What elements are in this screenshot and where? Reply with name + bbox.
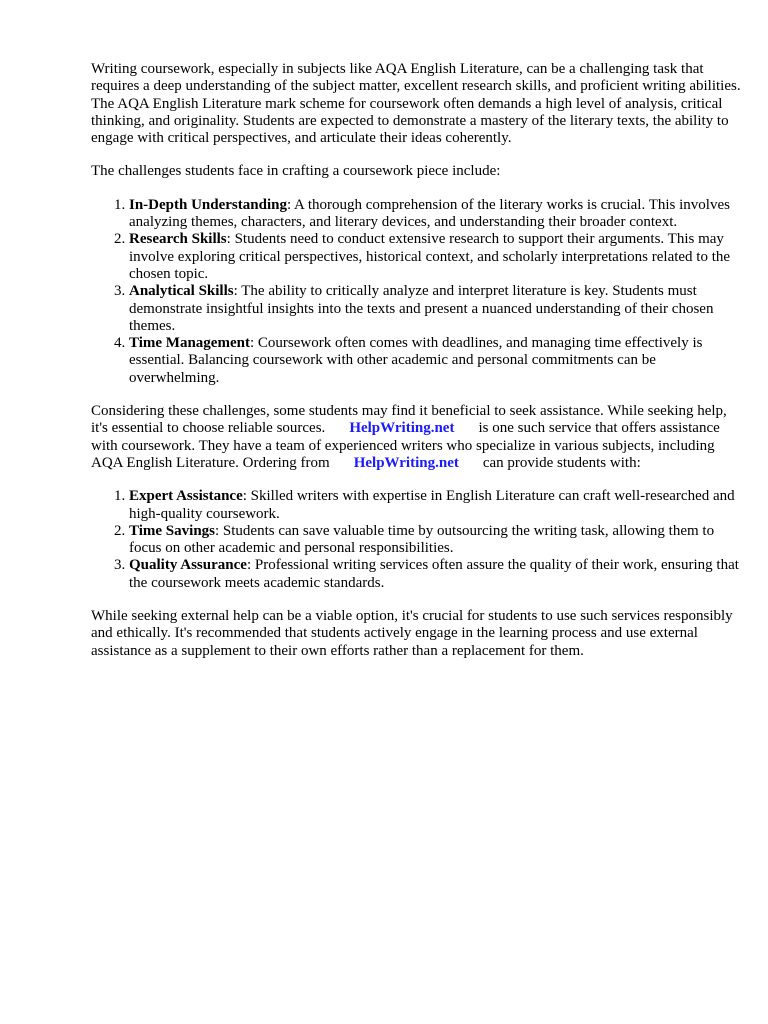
list-item [129, 523, 746, 558]
list-item [129, 283, 746, 335]
benefits-list [91, 488, 746, 592]
item-title: Quality Assurance [129, 557, 247, 574]
assist-text-3: can provide students with: [482, 454, 641, 471]
item-text: : Professional writing services often assure the quality of their work, ensuring that the coursework meets academic standards. [129, 557, 739, 591]
item-text: : Students need to conduct extensive research to support their arguments. This may involve exploring critical perspectives, historical context, and scholarly interpretations related to the chosen topic. [129, 231, 731, 282]
item-text: : Students can save valuable time by outsourcing the writing task, allowing them to focus on other academic and personal responsibilities. [129, 522, 715, 557]
assist-text-1: Considering these challenges, some students may find it beneficial to seek assistance. While seeking help, it's essential to choose reliable sources. [91, 403, 727, 437]
item-text: : The ability to critically analyze and interpret literature is key. Students must demonstrate insightful insights into the texts and present a nuanced understanding of their chosen themes. [129, 283, 714, 334]
helpwriting-link-2[interactable]: HelpWriting.net [353, 454, 459, 471]
list-item [129, 488, 746, 523]
item-title: Analytical Skills [129, 283, 234, 300]
conclusion-paragraph: While seeking external help can be a viable option, it's crucial for students to use such services responsibly and ethically. It's recommended that students actively engage in the learning process and use external assistance as a supplement to their own efforts rather than a replacement for them. [91, 608, 733, 659]
intro-paragraph: Writing coursework, especially in subjects like AQA English Literature, can be a challenging task that requires a deep understanding of the subject matter, excellent research skills, and proficient writing abilities. The AQA English Literature mark scheme for coursework often demands a high level of analysis, critical thinking, and originality. Students are expected to demonstrate a mastery of the literary texts, the ability to engage with critical perspectives, and articulate their ideas coherently. [91, 61, 741, 147]
item-title: Expert Assistance [129, 488, 243, 505]
list-item [129, 557, 746, 592]
item-title: Time Management [129, 335, 250, 352]
assistance-paragraph [91, 403, 746, 472]
document-body [91, 61, 746, 676]
list-item [129, 335, 746, 387]
item-text: : Coursework often comes with deadlines, and managing time effectively is essential. Balancing coursework with other academic and personal commitments can be overwhelming. [129, 335, 703, 386]
challenges-list [91, 197, 746, 387]
item-text: : Skilled writers with expertise in English Literature can craft well-researched and high-quality coursework. [129, 488, 735, 522]
item-title: Research Skills [129, 231, 227, 248]
challenges-intro: The challenges students face in crafting a coursework piece include: [91, 163, 501, 180]
list-item [129, 231, 746, 283]
list-item [129, 197, 746, 232]
item-text: : A thorough comprehension of the literary works is crucial. This involves analyzing themes, characters, and literary devices, and understanding their broader context. [129, 196, 730, 231]
assist-text-2: is one such service that offers assistance with coursework. They have a team of experienced writers who specialize in various subjects, including AQA English Literature. Ordering from [91, 420, 720, 471]
item-title: Time Savings [129, 522, 215, 539]
helpwriting-link-1[interactable]: HelpWriting.net [349, 420, 455, 437]
item-title: In-Depth Understanding [129, 196, 287, 213]
